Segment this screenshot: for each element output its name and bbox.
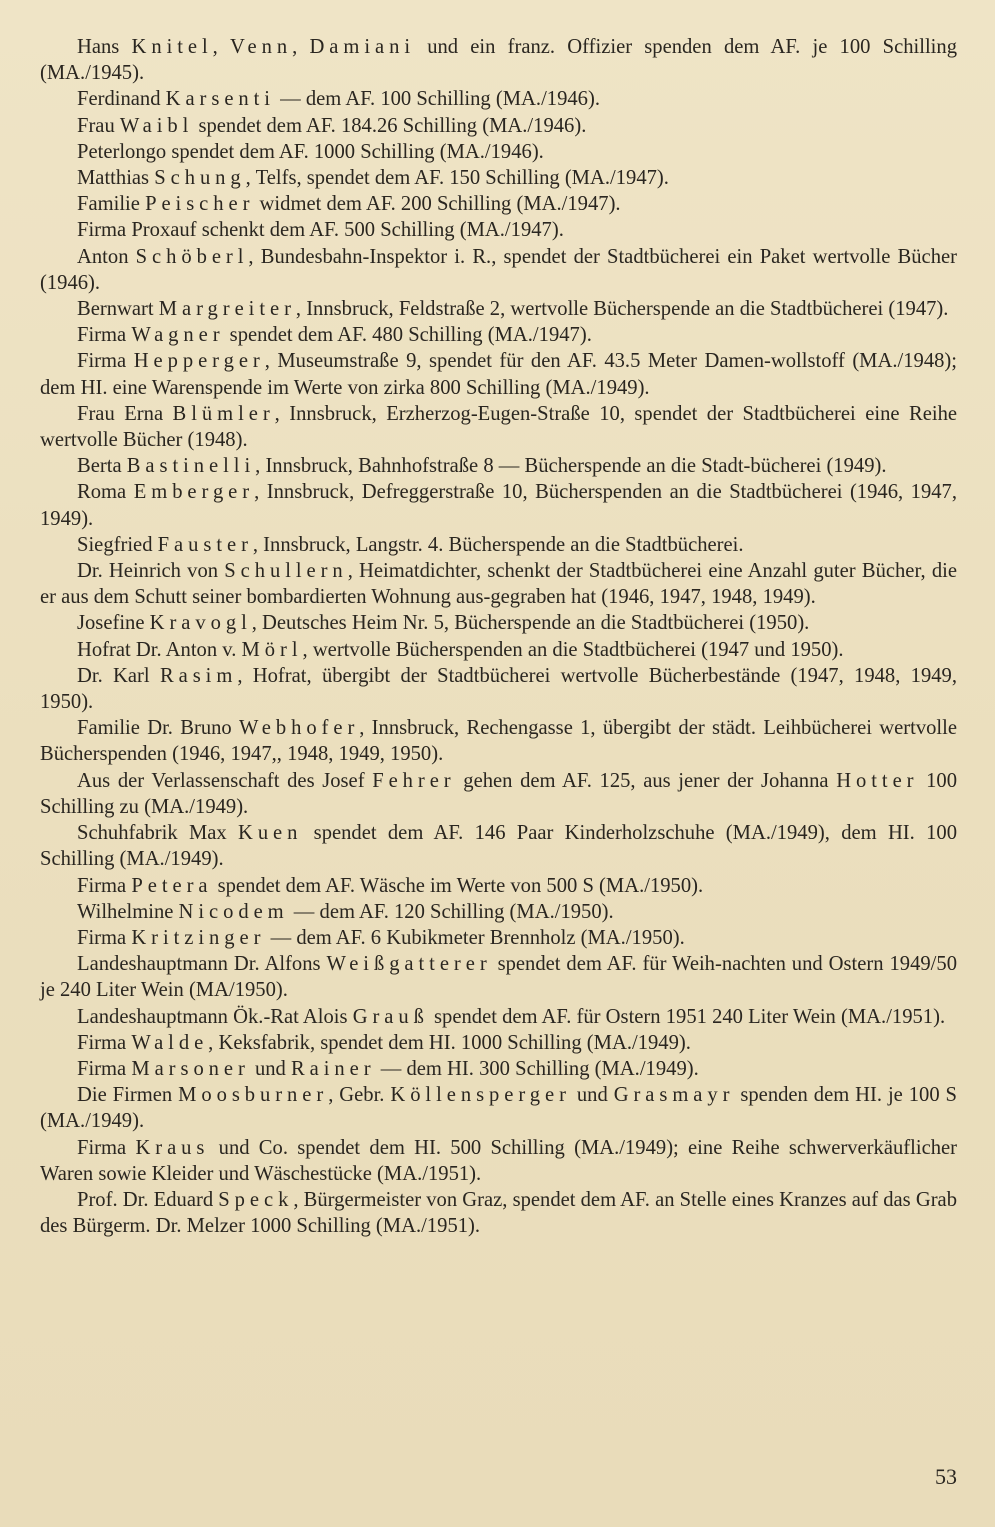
entry-text: ,: [292, 36, 310, 58]
donation-entry: [40, 34, 957, 86]
donor-name: Kraus: [135, 1136, 210, 1159]
entry-text: 100 Schilling zu (MA./1949).: [40, 769, 958, 818]
entry-text: Siegfried: [77, 533, 158, 556]
donor-name: Damiani: [309, 36, 415, 58]
entry-text: Die Firmen: [77, 1084, 179, 1107]
entry-text: ,: [212, 36, 231, 58]
entry-text: Aus der Verlassenschaft des Josef: [77, 769, 373, 792]
entry-text: Frau: [77, 114, 120, 137]
entry-text: Hofrat Dr. Anton v.: [77, 638, 242, 661]
donor-name: Weißgatterer: [326, 953, 492, 976]
entry-text: , Keksfabrik, spendet dem HI. 1000 Schilling (MA./1949).: [208, 1031, 691, 1054]
donation-entry: [40, 951, 957, 1003]
donor-name: Schullern: [224, 560, 348, 583]
entry-text: — dem AF. 120 Schilling (MA./1950).: [288, 900, 614, 923]
entry-text: , Bürgermeister von Graz, spendet dem AF. an Stelle eines Kranzes auf das Grab des Bürgerm. Dr. Melzer 1000 Schilling (MA./1951).: [40, 1188, 957, 1238]
donor-name: Schöberl: [135, 245, 249, 268]
donor-name: Kritzinger: [131, 926, 266, 949]
entry-text: spendet dem AF. Wäsche im Werte von 500 S (MA./1950).: [212, 874, 704, 897]
donation-entry: [40, 244, 957, 296]
donor-name: Hepperger: [133, 350, 265, 373]
entry-text: Dr. Heinrich von: [77, 560, 225, 583]
entry-text: Matthias: [77, 167, 155, 190]
donation-entry: [40, 113, 957, 139]
entry-text: Firma: [77, 1057, 132, 1080]
entry-text: und ein franz. Offizier spenden dem AF. je 100 Schilling (MA./1945).: [40, 36, 957, 85]
donor-name: Webhofer: [239, 717, 360, 740]
donation-entry: [40, 401, 957, 453]
donation-entry: [40, 217, 957, 243]
donor-name: Grasmayr: [613, 1084, 735, 1107]
donation-list: [40, 34, 957, 1239]
donor-name: Emberger: [133, 481, 255, 504]
entry-text: Prof. Dr. Eduard: [77, 1188, 219, 1211]
entry-text: Peterlongo spendet dem AF. 1000 Schilling (MA./1946).: [77, 140, 544, 163]
entry-text: und Co. spendet dem HI. 500 Schilling (MA./1949); eine Reihe schwerverkäuflicher Waren sowie Kleider und Wäschestücke (MA./1951).: [40, 1136, 958, 1185]
entry-text: Josefine: [77, 612, 150, 635]
donor-name: Hotter: [836, 769, 919, 792]
donor-name: Moosburner: [178, 1084, 329, 1107]
donation-entry: [40, 86, 957, 112]
entry-text: Berta: [77, 455, 127, 478]
entry-text: Bernwart: [77, 298, 159, 321]
donation-entry: [40, 1082, 957, 1134]
donor-name: Waibl: [119, 114, 194, 137]
entry-text: , Innsbruck, Bahnhofstraße 8 — Bücherspende an die Stadt-bücherei (1949).: [255, 455, 887, 478]
donation-entry: [40, 663, 957, 715]
entry-text: Anton: [77, 245, 136, 268]
donor-name: Grauß: [352, 1005, 429, 1028]
entry-text: gehen dem AF. 125, aus jener der Johanna: [455, 769, 837, 792]
donor-name: Marsoner: [131, 1057, 250, 1080]
donation-entry: [40, 532, 957, 558]
entry-text: , Bundesbahn-Inspektor i. R., spendet der Stadtbücherei ein Paket wertvolle Bücher (1946).: [40, 245, 957, 294]
entry-text: — dem AF. 6 Kubikmeter Brennholz (MA./1950).: [265, 926, 685, 949]
donor-name: Margreiter: [158, 298, 296, 321]
donor-name: Speck: [218, 1188, 294, 1211]
donation-entry: [40, 899, 957, 925]
entry-text: , Gebr.: [328, 1084, 391, 1107]
entry-text: , Innsbruck, Feldstraße 2, wertvolle Bücherspende an die Stadtbücherei (1947).: [295, 298, 949, 321]
entry-text: , Innsbruck, Rechengasse 1, übergibt der städt. Leihbücherei wertvolle Bücherspenden (1946, 1947,, 1948, 1949, 1950).: [40, 717, 958, 766]
entry-text: Firma: [77, 1136, 136, 1159]
donation-entry: [40, 637, 957, 663]
donation-entry: [40, 296, 957, 322]
donor-name: Kravogl: [149, 612, 252, 635]
donation-entry: [40, 453, 957, 479]
donation-entry: [40, 768, 957, 820]
donation-entry: [40, 348, 957, 400]
entry-text: Ferdinand: [77, 88, 166, 111]
entry-text: spendet dem AF. für Ostern 1951 240 Liter Wein (MA./1951).: [428, 1005, 946, 1028]
entry-text: , Innsbruck, Erzherzog-Eugen-Straße 10, spendet der Stadtbücherei eine Reihe wertvolle Bücher (1948).: [40, 402, 958, 452]
entry-text: und: [570, 1084, 614, 1107]
entry-text: Roma: [77, 481, 134, 504]
entry-text: , Innsbruck, Defreggerstraße 10, Bücherspenden an die Stadtbücherei (1946, 1947, 1949).: [40, 481, 957, 530]
entry-text: Schuhfabrik Max: [77, 822, 238, 845]
entry-text: und: [249, 1057, 291, 1080]
entry-text: , Deutsches Heim Nr. 5, Bücherspende an die Stadtbücherei (1950).: [251, 612, 810, 635]
entry-text: Firma: [77, 350, 134, 373]
donor-name: Köllensperger: [390, 1084, 571, 1107]
entry-text: Firma: [77, 1031, 132, 1054]
entry-text: Landeshauptmann Ök.-Rat Alois: [77, 1005, 353, 1028]
donor-name: Wagner: [131, 324, 225, 347]
entry-text: spendet dem AF. 480 Schilling (MA./1947).: [224, 324, 592, 347]
donor-name: Kuen: [238, 822, 303, 845]
entry-text: — dem AF. 100 Schilling (MA./1946).: [274, 88, 600, 111]
entry-text: Hans: [77, 36, 132, 58]
page-number: 53: [935, 1464, 957, 1489]
entry-text: , Innsbruck, Langstr. 4. Bücherspende an die Stadtbücherei.: [252, 533, 744, 556]
entry-text: , Hofrat, übergibt der Stadtbücherei wertvolle Bücherbestände (1947, 1948, 1949, 1950).: [40, 664, 958, 714]
donation-entry: [40, 1030, 957, 1056]
entry-text: Firma: [77, 926, 132, 949]
donation-entry: [40, 558, 957, 610]
entry-text: Landeshauptmann Dr. Alfons: [77, 953, 327, 976]
donation-entry: [40, 873, 957, 899]
donation-entry: [40, 322, 957, 348]
entry-text: widmet dem AF. 200 Schilling (MA./1947).: [254, 193, 621, 216]
donation-entry: [40, 191, 957, 217]
donation-entry: [40, 610, 957, 636]
donation-entry: [40, 925, 957, 951]
entry-text: Wilhelmine: [77, 900, 179, 923]
entry-text: — dem HI. 300 Schilling (MA./1949).: [375, 1057, 699, 1080]
entry-text: spendet dem AF. für Weih-nachten und Ostern 1949/50 je 240 Liter Wein (MA/1950).: [40, 953, 957, 1002]
donation-entry: [40, 1056, 957, 1082]
entry-text: Dr. Karl: [77, 664, 160, 687]
entry-text: spendet dem AF. 146 Paar Kinderholzschuhe (MA./1949), dem HI. 100 Schilling (MA./1949).: [40, 822, 957, 871]
donor-name: Rainer: [291, 1057, 376, 1080]
entry-text: Familie Dr. Bruno: [77, 717, 240, 740]
donor-name: Venn: [230, 36, 293, 58]
donor-name: Blümler: [172, 402, 275, 425]
donor-name: Mörl: [241, 638, 303, 661]
entry-text: Familie: [77, 193, 146, 216]
donation-entry: [40, 479, 957, 531]
entry-text: spendet dem AF. 184.26 Schilling (MA./1946).: [193, 114, 587, 137]
donation-entry: [40, 165, 957, 191]
entry-text: Frau Erna: [77, 402, 173, 425]
donor-name: Nicodem: [178, 900, 289, 923]
donation-entry: [40, 139, 957, 165]
entry-text: , Heimatdichter, schenkt der Stadtbücherei eine Anzahl guter Bücher, die er aus dem Schutt seiner bombardierten Wohnung aus-gegraben hat (1946, 1947, 1948, 1949).: [40, 560, 957, 609]
entry-text: , wertvolle Bücherspenden an die Stadtbücherei (1947 und 1950).: [302, 638, 844, 661]
donor-name: Karsenti: [165, 88, 275, 111]
donor-name: Walde: [131, 1031, 209, 1054]
donor-name: Schung: [154, 167, 246, 190]
entry-text: Firma: [77, 874, 132, 897]
entry-text: , Telfs, spendet dem AF. 150 Schilling (MA./1947).: [245, 167, 669, 190]
donation-entry: [40, 715, 957, 767]
entry-text: Firma: [77, 324, 132, 347]
donor-name: Rasim: [159, 664, 238, 687]
entry-text: Firma Proxauf schenkt dem AF. 500 Schilling (MA./1947).: [77, 219, 564, 242]
donor-name: Bastinelli: [126, 455, 256, 478]
donation-entry: [40, 1135, 957, 1187]
entry-text: spenden dem HI. je 100 S (MA./1949).: [40, 1084, 958, 1133]
donation-entry: [40, 1187, 957, 1239]
donor-name: Knitel: [131, 36, 213, 58]
donor-name: Peischer: [145, 193, 255, 216]
donor-name: Fauster: [157, 533, 253, 556]
donor-name: Petera: [131, 874, 213, 897]
entry-text: , Museumstraße 9, spendet für den AF. 43.5 Meter Damen-wollstoff (MA./1948); dem HI. eine Warenspende im Werte von zirka 800 Schilling (MA./1949).: [40, 350, 958, 399]
donation-entry: [40, 820, 957, 872]
donation-entry: [40, 1004, 957, 1030]
donor-name: Fehrer: [372, 769, 456, 792]
